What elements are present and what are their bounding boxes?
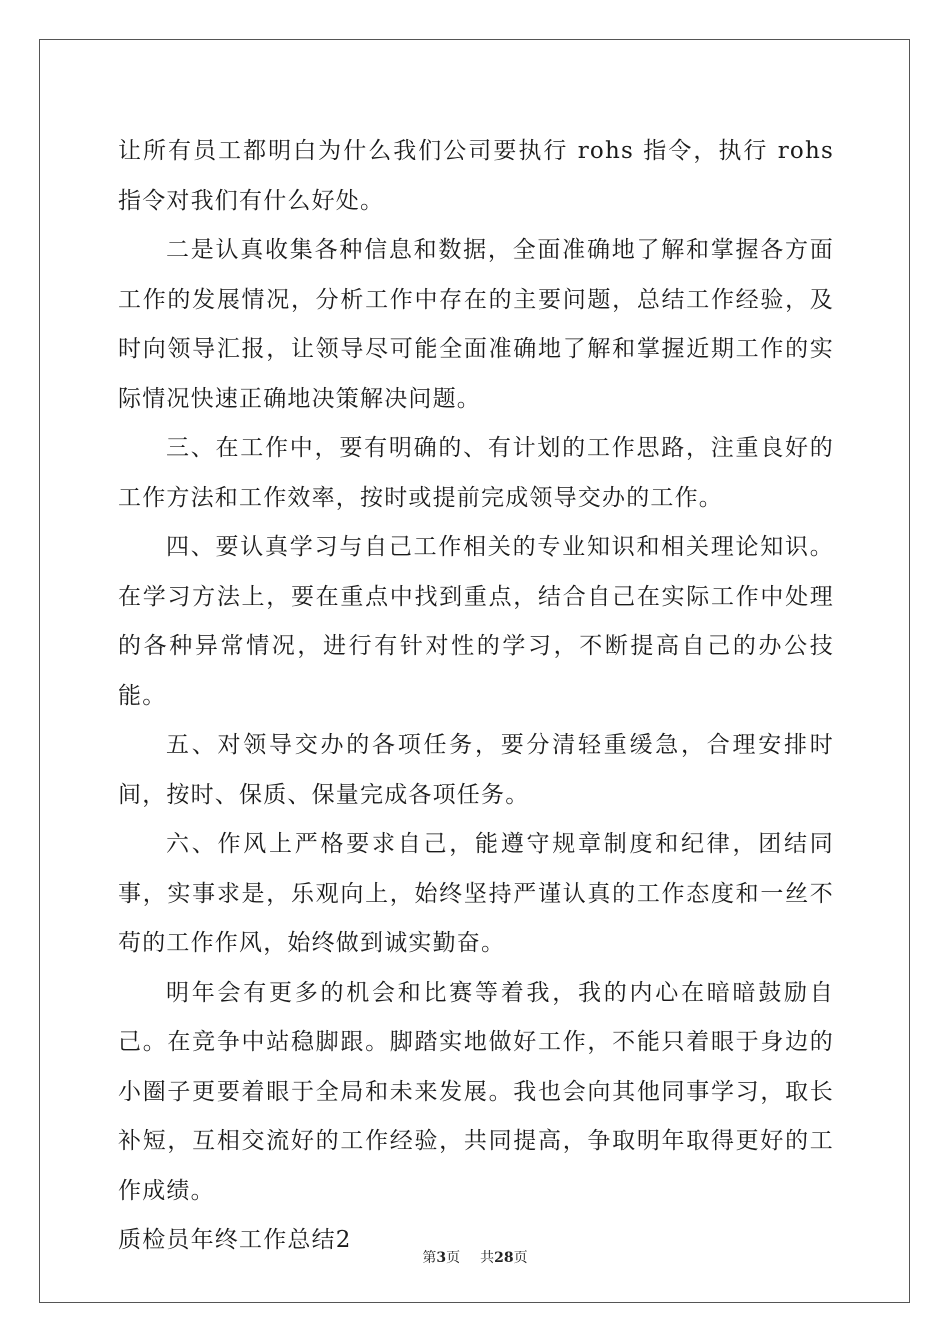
document-body <box>118 127 834 1266</box>
page-suffix: 页 <box>446 1250 461 1266</box>
paragraph-7: 明年会有更多的机会和比赛等着我，我的内心在暗暗鼓励自己。在竞争中站稳脚跟。脚踏实地做好工作，不能只着眼于身边的小圈子更要着眼于全局和未来发展。我也会向其他同事学习，取长补短，互相交流好的工作经验，共同提高，争取明年取得更好的工作成绩。 <box>118 979 834 1204</box>
paragraph-6: 六、作风上严格要求自己，能遵守规章制度和纪律，团结同事，实事求是，乐观向上，始终坚持严谨认真的工作态度和一丝不苟的工作作风，始终做到诚实勤奋。 <box>118 831 834 956</box>
paragraph-2: 二是认真收集各种信息和数据，全面准确地了解和掌握各方面工作的发展情况，分析工作中存在的主要问题，总结工作经验，及时向领导汇报，让领导尽可能全面准确地了解和掌握近期工作的实际情况快速正确地决策解决问题。 <box>118 237 834 412</box>
total-suffix: 页 <box>513 1250 528 1266</box>
page-number: 3 <box>436 1250 447 1266</box>
paragraph-3: 三、在工作中，要有明确的、有计划的工作思路，注重良好的工作方法和工作效率，按时或提前完成领导交办的工作。 <box>118 435 834 511</box>
total-prefix: 共 <box>480 1250 495 1266</box>
section-heading: 质检员年终工作总结2 <box>118 1227 352 1253</box>
page-footer <box>0 1247 950 1267</box>
paragraph-1: 让所有员工都明白为什么我们公司要执行 rohs 指令，执行 rohs 指令对我们有什么好处。 <box>118 138 834 214</box>
paragraph-4: 四、要认真学习与自己工作相关的专业知识和相关理论知识。在学习方法上，要在重点中找到重点，结合自己在实际工作中处理的各种异常情况，进行有针对性的学习，不断提高自己的办公技能。 <box>118 534 834 709</box>
page-prefix: 第 <box>422 1250 437 1266</box>
paragraph-5: 五、对领导交办的各项任务，要分清轻重缓急，合理安排时间，按时、保质、保量完成各项任务。 <box>118 732 834 808</box>
total-pages: 28 <box>494 1250 514 1266</box>
